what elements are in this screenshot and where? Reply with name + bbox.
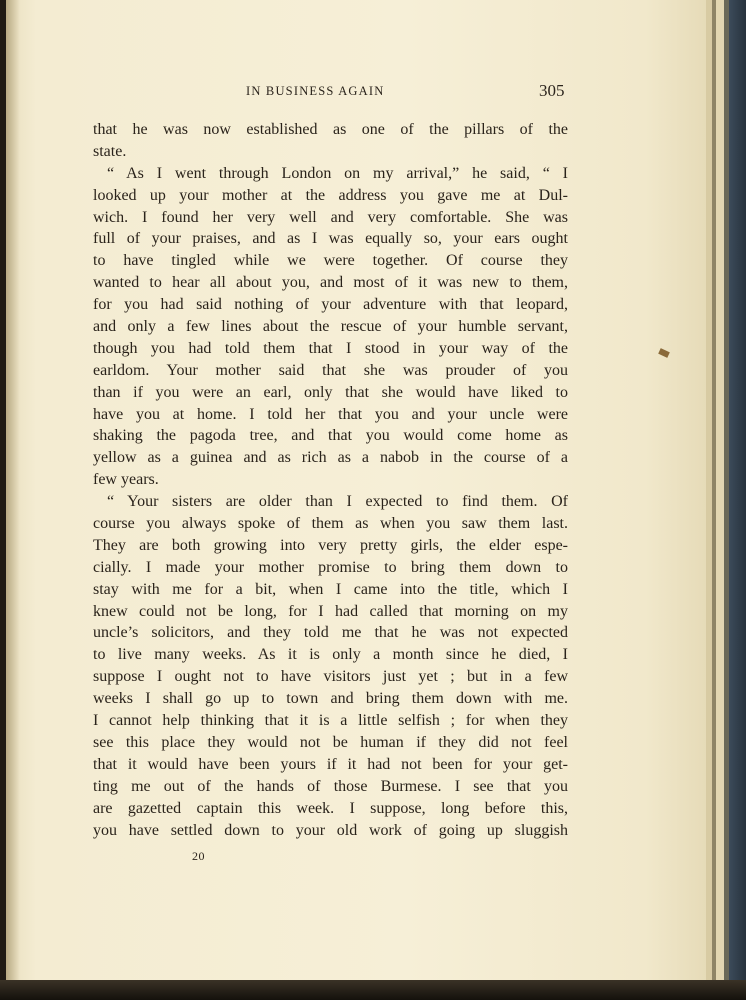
signature-mark: 20 <box>192 849 205 863</box>
text-line: that it would have been yours if it had not been for your get- <box>93 755 568 773</box>
text-line: looked up your mother at the address you gave me at Dul- <box>93 186 568 204</box>
text-line: “ As I went through London on my arrival,” he said, “ I <box>107 164 568 182</box>
text-line: to live many weeks. As it is only a month since he died, I <box>93 646 568 664</box>
text-line: and only a few lines about the rescue of your humble servant, <box>93 318 568 336</box>
running-head: IN BUSINESS AGAIN <box>246 84 385 98</box>
text-line: see this place they would not be human if they did not feel <box>93 733 568 751</box>
text-line: yellow as a guinea and as rich as a nabob in the course of a <box>93 449 568 467</box>
text-line: I cannot help thinking that it is a little selfish ; for when they <box>93 712 568 730</box>
page-edge <box>716 0 724 985</box>
text-line: than if you were an earl, only that she would have liked to <box>93 383 568 401</box>
page-number: 305 <box>539 81 565 100</box>
text-line: full of your praises, and as I was equally so, your ears ought <box>93 230 568 248</box>
bottom-shadow <box>0 980 746 1000</box>
text-line: to have tingled while we were together. Of course they <box>93 252 568 270</box>
text-line: They are both growing into very pretty girls, the elder espe- <box>93 536 568 554</box>
text-line: ting me out of the hands of those Burmese. I see that you <box>93 777 568 795</box>
text-line: weeks I shall go up to town and bring them down with me. <box>93 690 568 708</box>
text-line: have you at home. I told her that you and your uncle were <box>93 405 568 423</box>
gutter-shadow <box>6 0 20 985</box>
text-line: earldom. Your mother said that she was prouder of you <box>93 361 568 379</box>
text-line: wanted to hear all about you, and most of it was new to them, <box>93 274 568 292</box>
text-line: knew could not be long, for I had called that morning on my <box>93 602 568 620</box>
book-page <box>6 0 706 985</box>
text-line: suppose I ought not to have visitors just yet ; but in a few <box>93 668 568 686</box>
text-line: uncle’s solicitors, and they told me that he was not expected <box>93 624 568 642</box>
book-cover-edge <box>729 0 746 985</box>
text-line: that he was now established as one of the pillars of the <box>93 121 568 138</box>
text-line: for you had said nothing of your adventure with that leopard, <box>93 296 568 314</box>
text-line: though you had told them that I stood in your way of the <box>93 339 568 357</box>
text-line: are gazetted captain this week. I suppose, long before this, <box>93 799 568 817</box>
text-line: state. <box>93 142 127 160</box>
text-line: few years. <box>93 471 159 489</box>
text-line: shaking the pagoda tree, and that you would come home as <box>93 427 568 445</box>
text-line: wich. I found her very well and very comfortable. She was <box>93 208 568 226</box>
text-line: stay with me for a bit, when I came into the title, which I <box>93 580 568 598</box>
body-text <box>93 119 568 841</box>
text-line: “ Your sisters are older than I expected to find them. Of <box>107 493 568 511</box>
text-line: course you always spoke of them as when you saw them last. <box>93 515 568 533</box>
text-line: cially. I made your mother promise to bring them down to <box>93 558 568 576</box>
text-line: you have settled down to your old work of going up sluggish <box>93 821 568 839</box>
